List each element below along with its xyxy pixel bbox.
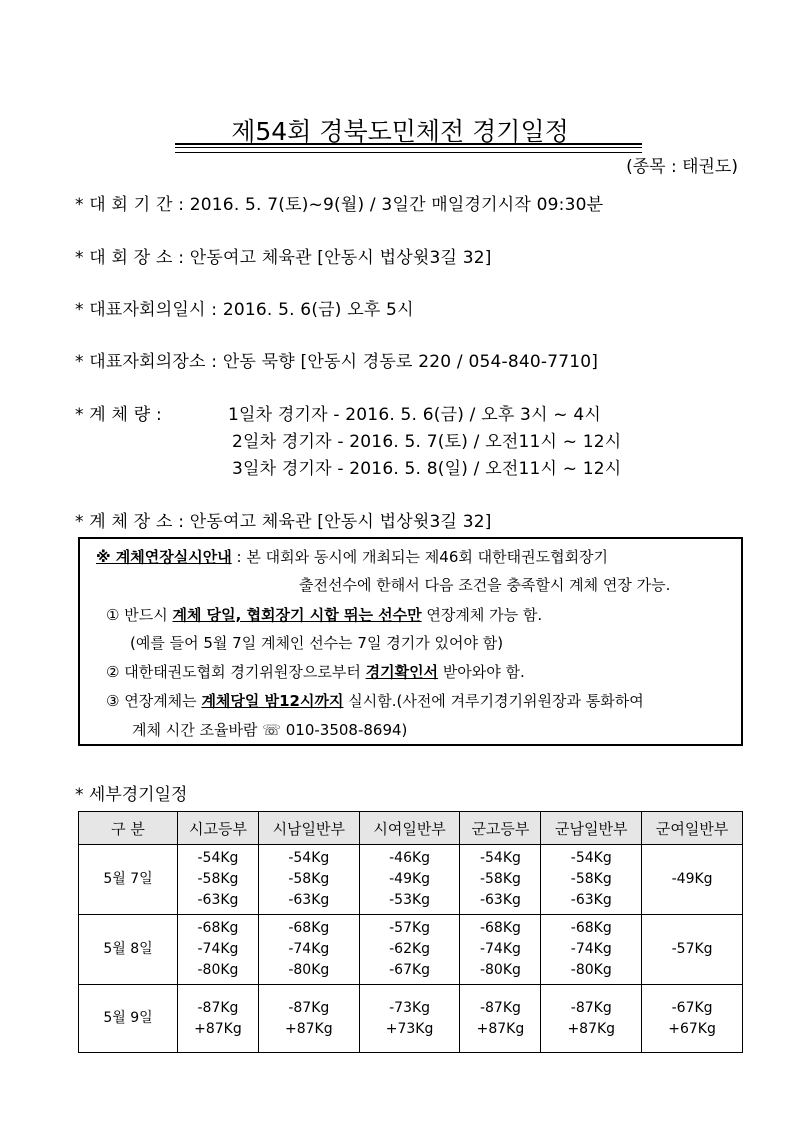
weight-class: -87Kg (288, 999, 330, 1016)
info-label: * 대표자회의장소 : (75, 352, 218, 372)
weight-class: -58Kg (288, 871, 330, 887)
weight-class: -68Kg (570, 920, 612, 936)
col-header: 군여일반부 (642, 812, 743, 845)
weighin-label: * 계 체 량 : (75, 405, 162, 425)
col-header: 시남일반부 (258, 812, 359, 845)
weight-class: -87Kg (197, 999, 239, 1016)
notice-text: 실시함.(사전에 겨루기경기위원장과 통화하여 (343, 692, 644, 710)
weight-class: +87Kg (284, 1020, 333, 1037)
weight-class: +87Kg (476, 1020, 525, 1037)
col-header: 시고등부 (178, 812, 259, 845)
table-cell (642, 845, 743, 915)
notice-intro-text: : 본 대회와 동시에 개최되는 제46회 대한태권도협회장기 (231, 548, 609, 566)
notice-text: ② 대한태권도협회 경기위원장으로부터 (106, 663, 366, 681)
info-period (75, 190, 603, 215)
table-cell (258, 985, 359, 1053)
table-cell (258, 845, 359, 915)
weight-class: -57Kg (671, 941, 713, 957)
table-cell (178, 985, 259, 1053)
weight-class: +87Kg (567, 1020, 616, 1037)
notice-item-3 (106, 690, 644, 711)
info-label: * 대 회 기 간 : (75, 195, 185, 215)
weight-class: -63Kg (288, 892, 330, 908)
weight-class: -68Kg (197, 920, 239, 936)
notice-bold: 경기확인서 (365, 663, 439, 681)
schedule-table (78, 811, 743, 1053)
weight-class: -46Kg (389, 850, 431, 866)
table-cell (359, 985, 460, 1053)
weight-class: -80Kg (570, 962, 612, 978)
weight-class: -67Kg (389, 962, 431, 978)
weight-class: -74Kg (479, 941, 521, 957)
table-cell (178, 845, 259, 915)
subtitle: (종목 : 태권도) (626, 157, 738, 177)
weight-class: -58Kg (197, 871, 239, 887)
table-cell (359, 915, 460, 985)
notice-intro-cont: 출전선수에 한해서 다음 조건을 충족할시 계체 연장 가능. (299, 576, 671, 594)
weight-class: -63Kg (570, 892, 612, 908)
weighin-line: 2일차 경기자 - 2016. 5. 7(토) / 오전11시 ~ 12시 (232, 432, 622, 452)
row-date: 5월 8일 (79, 915, 178, 985)
info-meeting-place (75, 347, 598, 372)
weight-class: -49Kg (671, 871, 713, 887)
info-label: * 대 회 장 소 : (75, 248, 185, 268)
weight-class: -49Kg (389, 871, 431, 887)
notice-heading: ※ 계체연장실시안내 (96, 548, 232, 566)
weight-class: -54Kg (197, 850, 239, 866)
table-cell (460, 985, 541, 1053)
notice-text: ① 반드시 (106, 606, 173, 624)
table-row (79, 915, 743, 985)
weight-class: -68Kg (288, 920, 330, 936)
weight-class: -58Kg (570, 871, 612, 887)
info-venue (75, 243, 492, 268)
notice-bold: 계체 당일, 협회장기 시합 뛰는 선수만 (172, 606, 422, 624)
notice-text: ③ 연장계체는 (106, 692, 202, 710)
weight-class: -54Kg (570, 850, 612, 866)
info-label: * 대표자회의일시 : (75, 300, 218, 320)
weight-class: -87Kg (570, 999, 612, 1016)
col-header: 시여일반부 (359, 812, 460, 845)
info-value: 안동여고 체육관 [안동시 법상윗3길 32] (189, 248, 492, 268)
weight-class: -80Kg (197, 962, 239, 978)
table-header-row (79, 812, 743, 845)
notice-bold: 계체당일 밤12시까지 (201, 692, 344, 710)
weight-class: -63Kg (479, 892, 521, 908)
table-row (79, 845, 743, 915)
notice-intro (96, 546, 608, 567)
table-cell (541, 915, 642, 985)
table-cell (258, 915, 359, 985)
table-row (79, 985, 743, 1053)
info-value: 안동여고 체육관 [안동시 법상윗3길 32] (189, 512, 492, 532)
info-meeting-time (75, 295, 414, 320)
weight-class: -54Kg (479, 850, 521, 866)
info-label: * 계 체 장 소 : (75, 512, 185, 532)
table-cell (460, 845, 541, 915)
weight-class: -73Kg (389, 999, 431, 1016)
notice-item-1-note: (예를 들어 5월 7일 계체인 선수는 7일 경기가 있어야 함) (130, 634, 504, 652)
weight-class: -57Kg (389, 920, 431, 936)
table-cell (541, 845, 642, 915)
title-underline (175, 143, 642, 145)
weight-class: -74Kg (570, 941, 612, 957)
weight-class: +87Kg (194, 1020, 242, 1037)
info-value: 2016. 5. 7(토)~9(월) / 3일간 매일경기시작 09:30분 (189, 195, 604, 215)
title-double-rule (175, 147, 642, 153)
row-date: 5월 7일 (79, 845, 178, 915)
weighin-line: 1일차 경기자 - 2016. 5. 6(금) / 오후 3시 ~ 4시 (228, 405, 601, 425)
col-header: 군남일반부 (541, 812, 642, 845)
row-date: 5월 9일 (79, 985, 178, 1053)
weight-class: -62Kg (389, 941, 431, 957)
table-cell (642, 915, 743, 985)
table-cell (178, 915, 259, 985)
weight-class: -63Kg (197, 892, 239, 908)
weight-class: -67Kg (671, 999, 713, 1016)
weight-class: +73Kg (385, 1020, 434, 1037)
info-value: 안동 묵향 [안동시 경동로 220 / 054-840-7710] (222, 352, 599, 372)
notice-item-1 (106, 604, 542, 625)
notice-box (78, 537, 743, 746)
notice-item-3-note: 계체 시간 조율바람 ☏ 010-3508-8694) (132, 721, 408, 739)
weight-class: -68Kg (479, 920, 521, 936)
weight-class: -53Kg (389, 892, 431, 908)
notice-text: 연장계체 가능 함. (421, 606, 543, 624)
schedule-heading: * 세부경기일정 (75, 785, 188, 805)
weight-class: -74Kg (288, 941, 330, 957)
info-weighin-place (75, 507, 492, 532)
table-cell (541, 985, 642, 1053)
notice-text: 받아와야 함. (438, 663, 525, 681)
weight-class: -80Kg (288, 962, 330, 978)
weight-class: -54Kg (288, 850, 330, 866)
weight-class: -87Kg (479, 999, 521, 1016)
table-cell (460, 915, 541, 985)
table-cell (359, 845, 460, 915)
table-cell (642, 985, 743, 1053)
weight-class: +67Kg (668, 1020, 716, 1037)
info-value: 2016. 5. 6(금) 오후 5시 (222, 300, 414, 320)
col-header: 구 분 (79, 812, 178, 845)
page-title: 제54회 경북도민체전 경기일정 (231, 117, 569, 146)
weight-class: -80Kg (479, 962, 521, 978)
weighin-line: 3일차 경기자 - 2016. 5. 8(일) / 오전11시 ~ 12시 (232, 459, 622, 479)
col-header: 군고등부 (460, 812, 541, 845)
weight-class: -74Kg (197, 941, 239, 957)
notice-item-2 (106, 661, 525, 682)
weight-class: -58Kg (479, 871, 521, 887)
